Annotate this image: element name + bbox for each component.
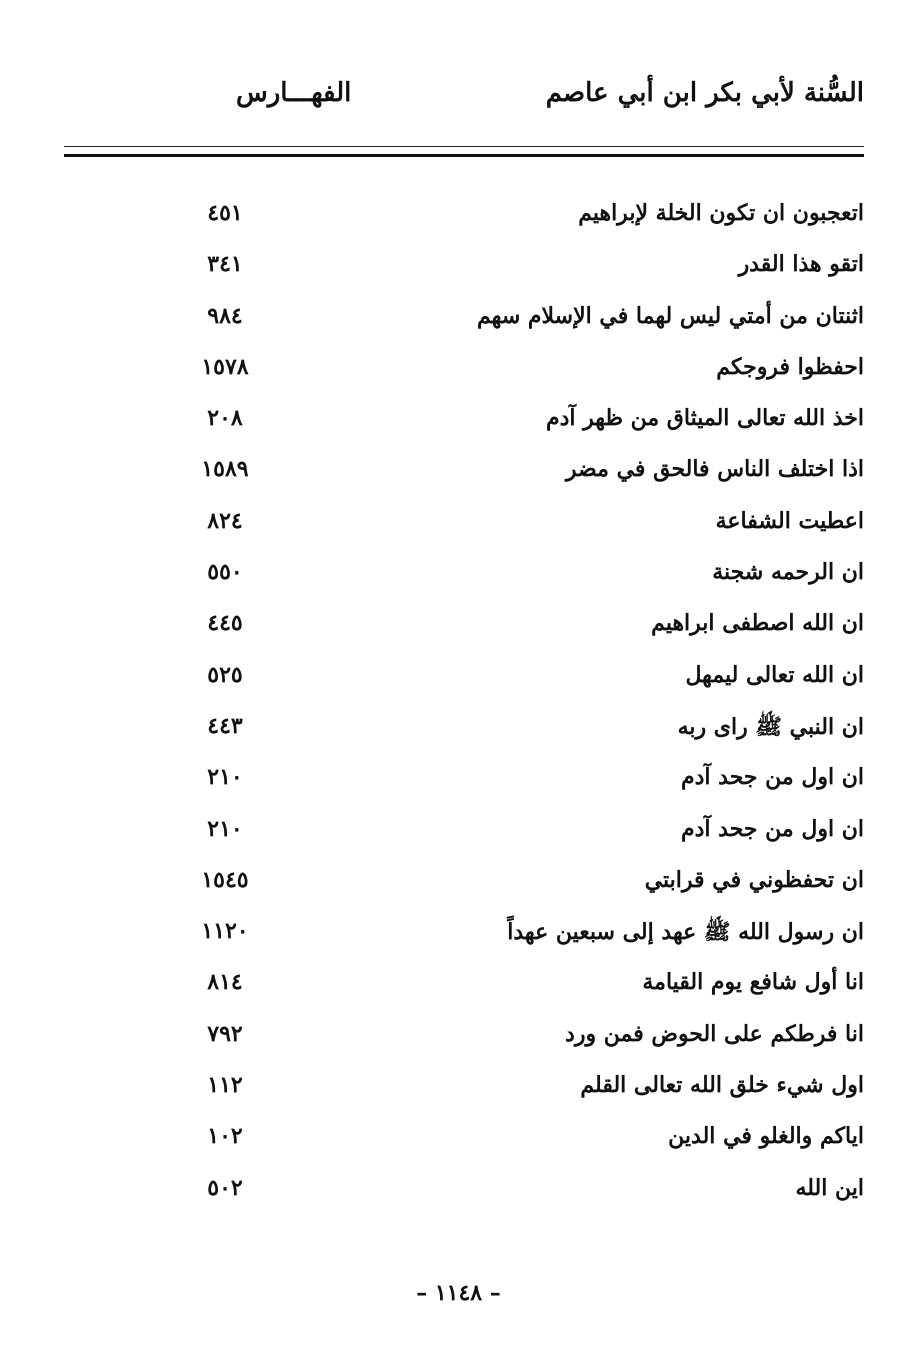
entry-text: اذا اختلف الناس فالحق في مضر (565, 456, 864, 483)
section-title: الفهـــارس (236, 78, 352, 108)
entry-text: اتقو هذا القدر (738, 251, 864, 278)
index-entry (170, 910, 864, 961)
entry-text: ان النبي ﷺ راى ربه (677, 713, 864, 740)
header-rule-thick (64, 154, 864, 157)
entry-text: احفظوا فروجكم (716, 353, 864, 380)
page-header (64, 78, 864, 122)
entry-text: اثنتان من أمتي ليس لهما في الإسلام سهم (477, 302, 864, 329)
entry-number: ٢١٠ (207, 815, 243, 842)
entry-text: اول شيء خلق الله تعالى القلم (580, 1072, 864, 1099)
entry-number: ١٠٢ (207, 1123, 243, 1150)
entry-number: ٥٠٢ (207, 1174, 243, 1201)
entry-number: ١٥٨٩ (201, 456, 249, 483)
index-entry (170, 859, 864, 910)
entry-text: اعطيت الشفاعة (715, 507, 864, 534)
entry-number: ٨٢٤ (207, 507, 243, 534)
entry-text: انا أول شافع يوم القيامة (642, 969, 864, 996)
index-entry (170, 551, 864, 602)
hadith-index-list (170, 192, 864, 1218)
entry-text: ان تحفظوني في قرابتي (644, 866, 864, 893)
entry-text: ان اول من جحد آدم (680, 815, 864, 842)
index-entry (170, 654, 864, 705)
page-number: – ١١٤٨ – (416, 1280, 501, 1306)
entry-number: ٥٢٥ (207, 661, 243, 688)
entry-number: ٢٠٨ (207, 405, 243, 432)
index-entry (170, 243, 864, 294)
entry-text: انا فرطكم على الحوض فمن ورد (565, 1020, 864, 1047)
index-entry (170, 1064, 864, 1115)
index-entry (170, 961, 864, 1012)
index-entry (170, 346, 864, 397)
index-entry (170, 705, 864, 756)
index-entry (170, 295, 864, 346)
index-entry (170, 1115, 864, 1166)
entry-text: ان الله اصطفى ابراهيم (651, 610, 864, 637)
entry-number: ١١٢ (207, 1072, 243, 1099)
entry-text: اياكم والغلو في الدين (668, 1123, 864, 1150)
entry-number: ١١٢٠ (201, 918, 249, 945)
index-entry (170, 192, 864, 243)
entry-number: ١٥٤٥ (201, 866, 249, 893)
entry-number: ٨١٤ (207, 969, 243, 996)
entry-text: ان اول من جحد آدم (680, 764, 864, 791)
index-entry (170, 500, 864, 551)
header-rule-thin (64, 146, 864, 147)
index-entry (170, 602, 864, 653)
entry-text: ان الله تعالى ليمهل (685, 661, 864, 688)
entry-number: ١٥٧٨ (201, 353, 249, 380)
entry-text: ان رسول الله ﷺ عهد إلى سبعين عهداً (507, 919, 864, 946)
entry-number: ٩٨٤ (207, 302, 243, 329)
index-entry (170, 397, 864, 448)
index-entry (170, 756, 864, 807)
index-entry (170, 1167, 864, 1218)
book-title: السُّنة لأبي بكر ابن أبي عاصم (545, 78, 864, 108)
entry-number: ٥٥٠ (207, 559, 243, 586)
entry-number: ٤٥١ (207, 200, 243, 226)
entry-text: اتعجبون ان تكون الخلة لإبراهيم (578, 200, 864, 226)
entry-number: ٣٤١ (207, 251, 243, 278)
entry-number: ٤٤٣ (207, 712, 243, 739)
entry-text: ان الرحمه شجنة (712, 559, 864, 586)
index-entry (170, 1013, 864, 1064)
index-entry (170, 808, 864, 859)
index-entry (170, 448, 864, 499)
entry-number: ٤٤٥ (207, 610, 243, 637)
entry-number: ٧٩٢ (207, 1020, 243, 1047)
entry-text: اخذ الله تعالى الميثاق من ظهر آدم (545, 405, 864, 432)
entry-number: ٢١٠ (207, 764, 243, 791)
entry-text: اين الله (795, 1174, 864, 1201)
